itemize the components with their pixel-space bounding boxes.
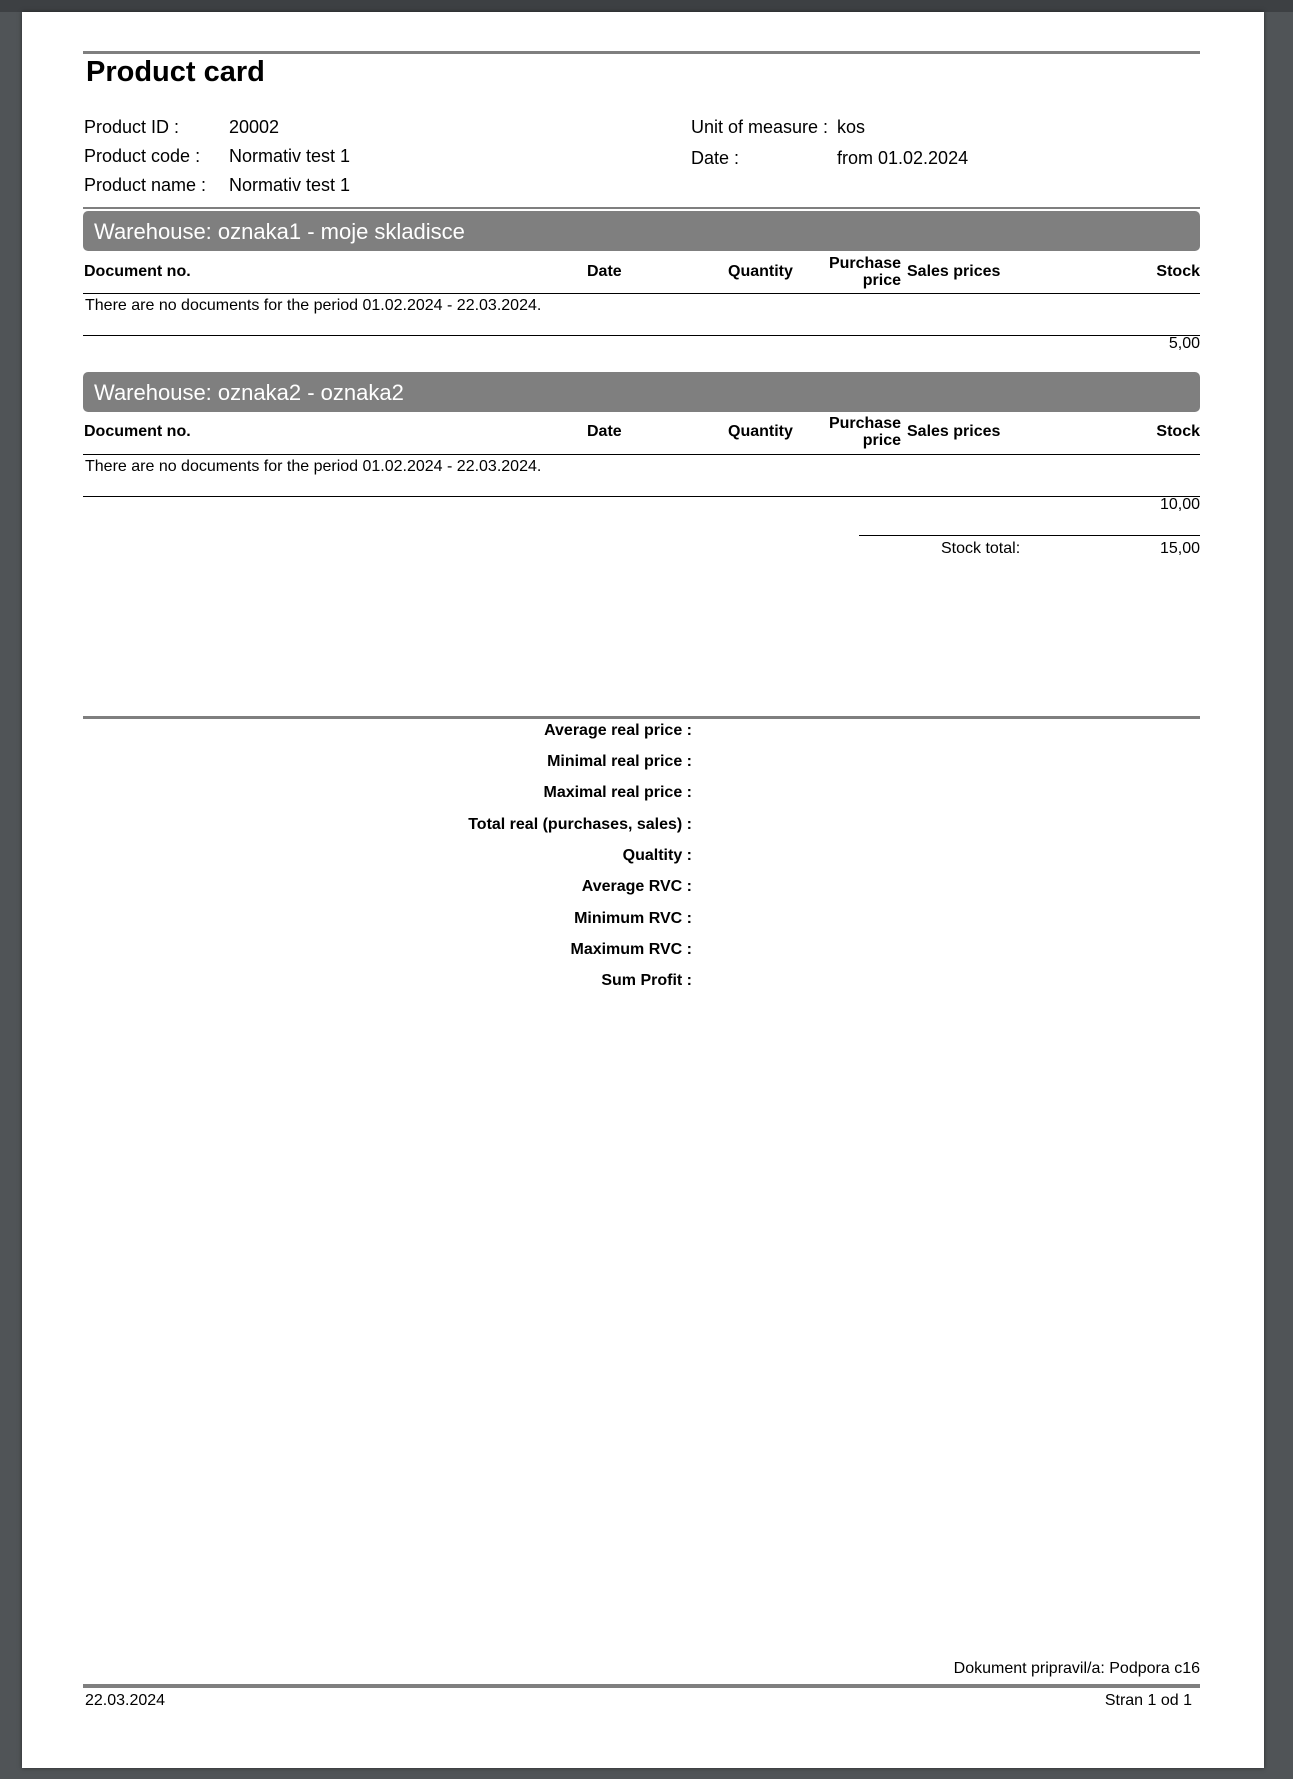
col-purchase-line2: price xyxy=(862,272,901,289)
product-id-value: 20002 xyxy=(229,117,280,137)
page-number: Stran 1 od 1 xyxy=(1104,1692,1192,1709)
col-sales-prices: Sales prices xyxy=(907,263,1001,280)
unit-label: Unit of measure : xyxy=(691,117,829,137)
summary-minimum-rvc: Minimum RVC : xyxy=(574,910,692,927)
unit-value: kos xyxy=(837,117,866,137)
col-stock: Stock xyxy=(1156,423,1200,440)
warehouse-banner xyxy=(83,211,1200,251)
summary-sum-profit: Sum Profit : xyxy=(601,972,692,989)
product-id-label: Product ID : xyxy=(84,117,180,137)
rows-end-line xyxy=(83,335,1200,336)
date-label: Date : xyxy=(691,148,740,168)
header-rule xyxy=(83,51,1200,54)
footer-rule xyxy=(83,1684,1200,1688)
rows-end-line xyxy=(83,496,1200,497)
header-underline xyxy=(83,293,1200,294)
col-purchase-line1: Purchase xyxy=(828,415,901,432)
col-purchase-line1: Purchase xyxy=(828,255,901,272)
col-document-no: Document no. xyxy=(84,423,191,440)
stock-total-label: Stock total: xyxy=(941,540,1021,557)
product-name-label: Product name : xyxy=(84,175,207,195)
summary-average-real-price: Average real price : xyxy=(544,722,692,739)
warehouse-stock: 10,00 xyxy=(1159,496,1200,513)
col-date: Date xyxy=(587,263,622,280)
page-title: Product card xyxy=(86,56,265,88)
date-value: from 01.02.2024 xyxy=(837,148,969,168)
summary-total-real: Total real (purchases, sales) : xyxy=(468,816,692,833)
no-documents-message: There are no documents for the period 01.02.2024 - 22.03.2024. xyxy=(85,297,542,314)
summary-quantity: Qualtity : xyxy=(622,847,692,864)
col-purchase-price xyxy=(801,255,901,289)
warehouse-title: Warehouse: oznaka2 - oznaka2 xyxy=(94,380,404,405)
prepared-by: Dokument pripravil/a: Podpora c16 xyxy=(953,1660,1200,1677)
summary-maximum-rvc: Maximum RVC : xyxy=(570,941,692,958)
warehouse-stock: 5,00 xyxy=(1168,335,1200,352)
col-stock: Stock xyxy=(1156,263,1200,280)
col-sales-prices: Sales prices xyxy=(907,423,1001,440)
print-date: 22.03.2024 xyxy=(85,1692,166,1709)
warehouse-banner xyxy=(83,372,1200,412)
summary-maximal-real-price: Maximal real price : xyxy=(543,784,692,801)
total-rule xyxy=(859,535,1200,536)
summary-average-rvc: Average RVC : xyxy=(581,878,692,895)
col-document-no: Document no. xyxy=(84,263,191,280)
stock-total-value: 15,00 xyxy=(1159,540,1200,557)
no-documents-message: There are no documents for the period 01.02.2024 - 22.03.2024. xyxy=(85,458,542,475)
col-purchase-line2: price xyxy=(862,432,901,449)
col-date: Date xyxy=(587,423,622,440)
product-code-value: Normativ test 1 xyxy=(229,146,351,166)
viewer-top-bar xyxy=(0,0,1293,12)
col-purchase-price xyxy=(801,415,901,449)
col-quantity: Quantity xyxy=(728,423,793,440)
warehouse-title: Warehouse: oznaka1 - moje skladisce xyxy=(94,219,465,244)
summary-minimal-real-price: Minimal real price : xyxy=(547,753,692,770)
summary-rule xyxy=(83,716,1200,719)
report-page xyxy=(22,12,1264,1768)
section-rule xyxy=(83,207,1200,209)
col-quantity: Quantity xyxy=(728,263,793,280)
product-name-value: Normativ test 1 xyxy=(229,175,351,195)
product-code-label: Product code : xyxy=(84,146,201,166)
header-underline xyxy=(83,454,1200,455)
